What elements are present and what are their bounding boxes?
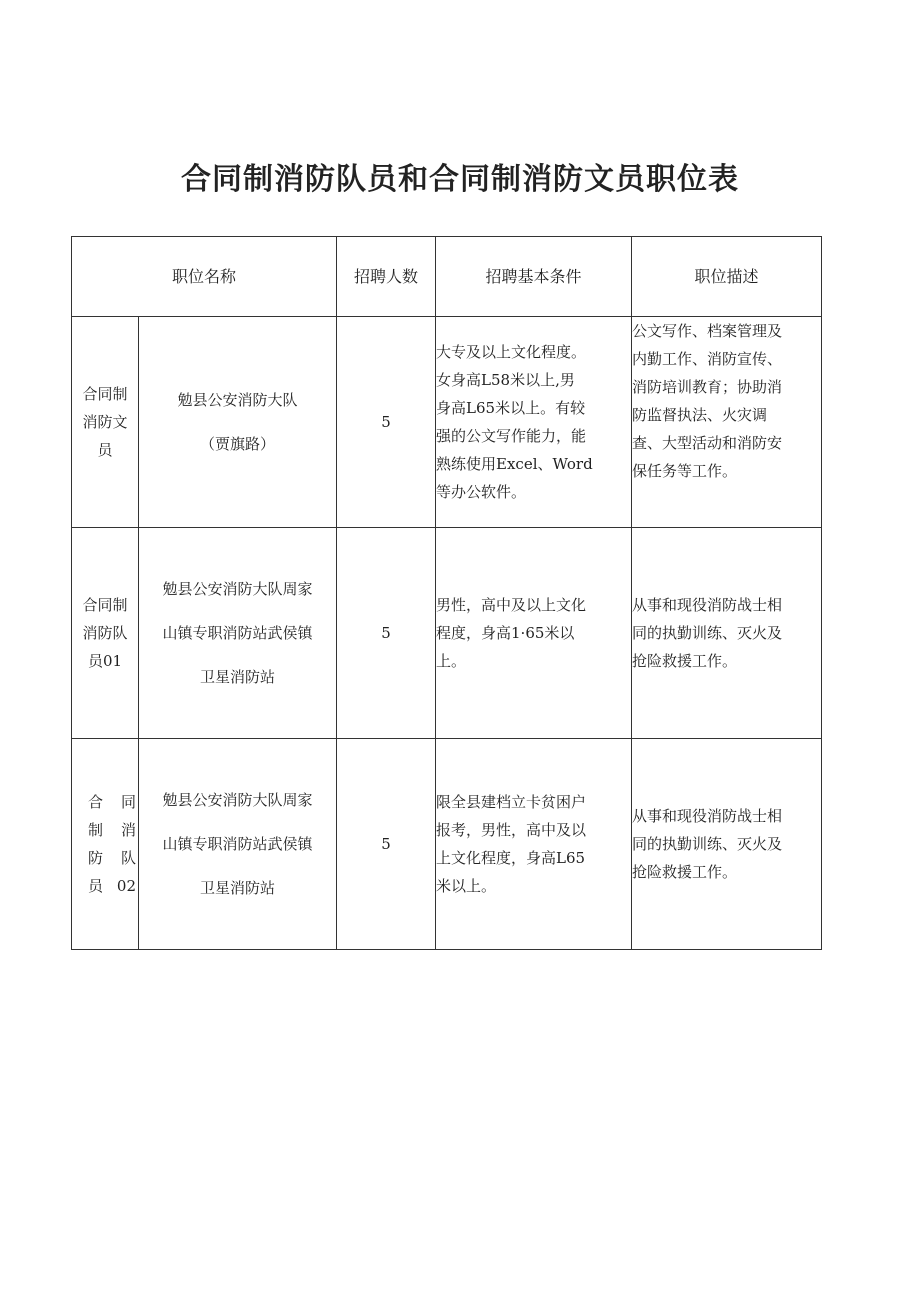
- table-row: [72, 739, 822, 950]
- header-count: 招聘人数: [337, 237, 436, 317]
- hiring-conditions: 男性，高中及以上文化 程度，身高1·65米以 上。: [436, 528, 632, 739]
- hiring-count: 5: [337, 739, 436, 950]
- header-position-name: 职位名称: [72, 237, 337, 317]
- position-description: 从事和现役消防战士相 同的执勤训练、灭火及 抢险救援工作。: [632, 528, 822, 739]
- position-category: 合同制 消防队 员01: [72, 528, 139, 739]
- hiring-unit: 勉县公安消防大队 （贾旗路）: [139, 317, 337, 528]
- position-description: 从事和现役消防战士相 同的执勤训练、灭火及 抢险救援工作。: [632, 739, 822, 950]
- table-header-row: [72, 237, 822, 317]
- hiring-count: 5: [337, 317, 436, 528]
- position-category: 合同 制消 防队 员02: [72, 739, 139, 950]
- positions-table: [71, 236, 822, 950]
- header-conditions: 招聘基本条件: [436, 237, 632, 317]
- hiring-unit: 勉县公安消防大队周家 山镇专职消防站武侯镇 卫星消防站: [139, 528, 337, 739]
- table-row: [72, 317, 822, 528]
- header-description: 职位描述: [632, 237, 822, 317]
- hiring-count: 5: [337, 528, 436, 739]
- hiring-unit: 勉县公安消防大队周家 山镇专职消防站武侯镇 卫星消防站: [139, 739, 337, 950]
- hiring-conditions: 限全县建档立卡贫困户 报考，男性，高中及以 上文化程度，身高L65 米以上。: [436, 739, 632, 950]
- position-category: 合同制 消防文 员: [72, 317, 139, 528]
- hiring-conditions: 大专及以上文化程度。 女身高L58米以上,男 身高L65米以上。有较 强的公文写作能力，能 熟练使用Excel、Word 等办公软件。: [436, 317, 632, 528]
- position-description: 公文写作、档案管理及 内勤工作、消防宣传、 消防培训教育；协助消 防监督执法、火灾调 查、大型活动和消防安 保任务等工作。: [632, 317, 822, 528]
- table-row: [72, 528, 822, 739]
- page-title: 合同制消防队员和合同制消防文员职位表: [181, 162, 739, 197]
